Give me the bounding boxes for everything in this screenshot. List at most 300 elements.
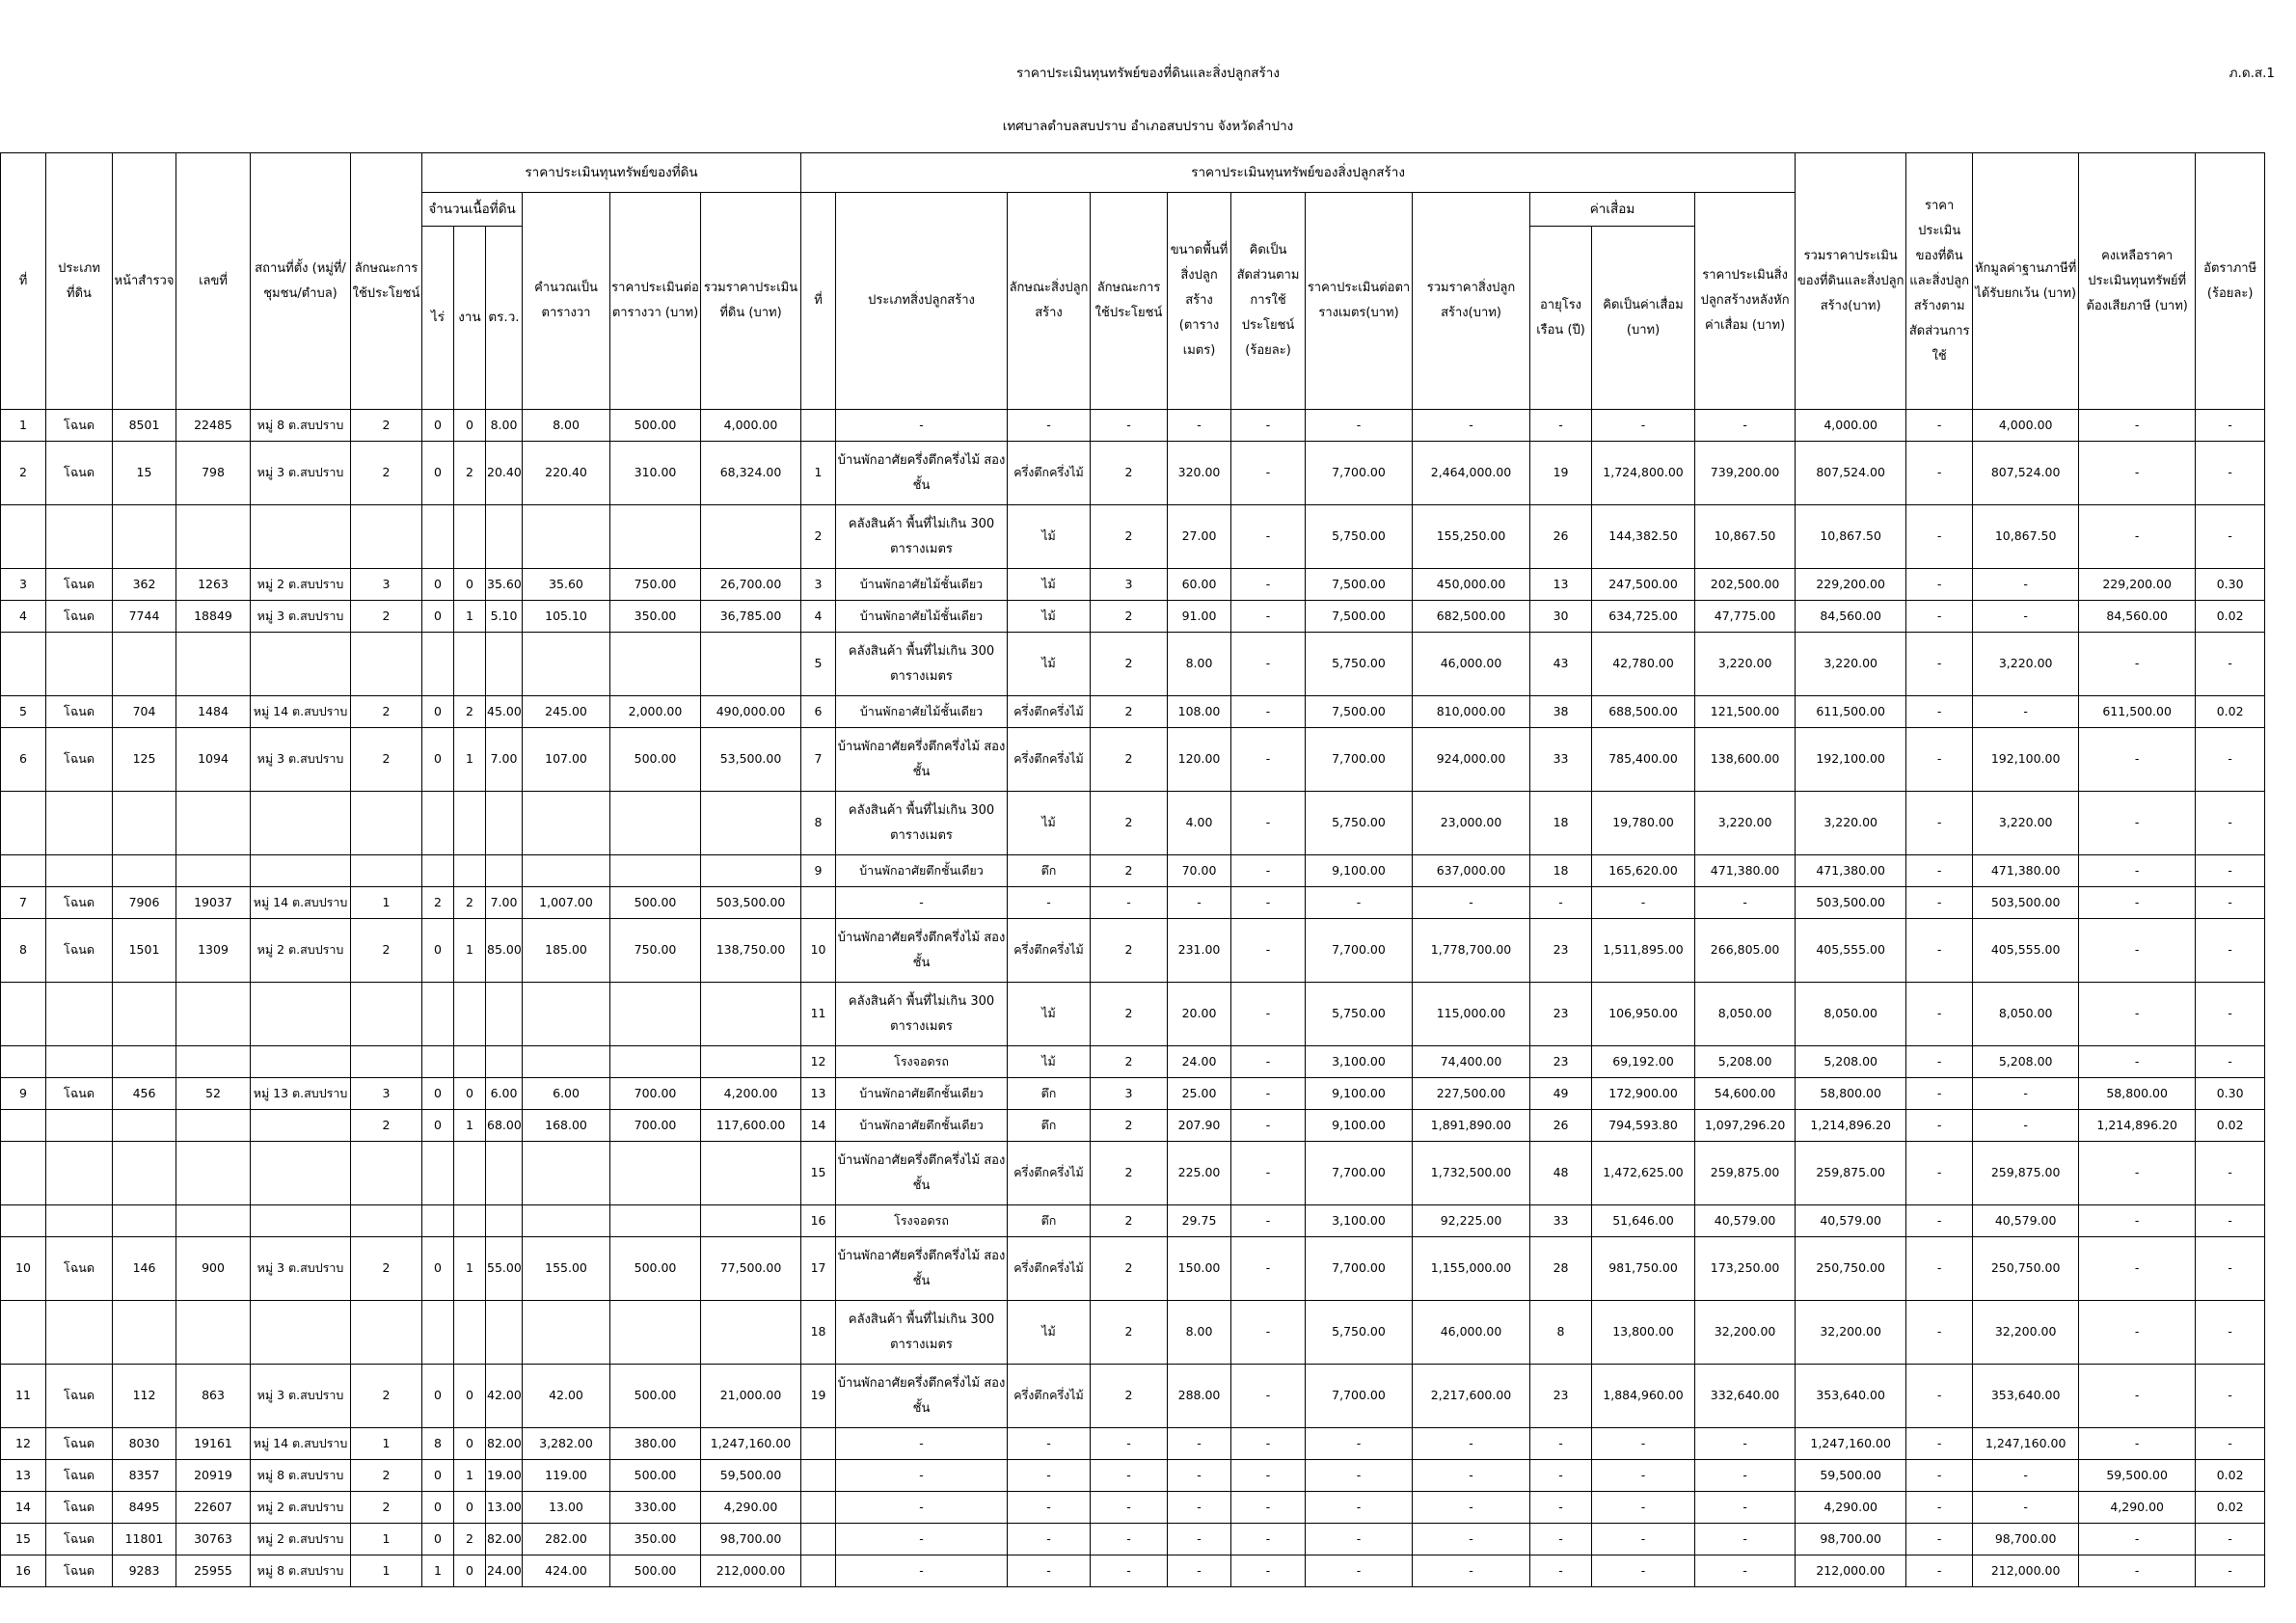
table-cell: 807,524.00 — [1973, 442, 2079, 505]
table-cell — [454, 505, 486, 569]
table-cell: บ้านพักอาศัยครึ่งตึกครึ่งไม้ สองชั้น — [836, 1237, 1008, 1301]
table-cell: 54,600.00 — [1695, 1078, 1796, 1110]
table-cell: 2 — [351, 1492, 422, 1524]
table-cell: 8,050.00 — [1695, 983, 1796, 1046]
table-cell: บ้านพักอาศัยตึกชั้นเดียว — [836, 1110, 1008, 1142]
table-cell: 1,472,625.00 — [1592, 1142, 1695, 1205]
table-row — [1, 1142, 2265, 1205]
table-cell: - — [1168, 1428, 1231, 1460]
table-cell: 19.00 — [486, 1460, 523, 1492]
table-cell — [251, 792, 351, 855]
table-cell: - — [836, 1524, 1008, 1555]
table-cell: - — [1906, 1205, 1973, 1237]
table-cell — [251, 1301, 351, 1365]
table-cell: 4.00 — [1168, 792, 1231, 855]
table-cell — [1, 1046, 46, 1078]
table-cell: 2 — [1091, 1142, 1168, 1205]
table-cell: 353,640.00 — [1796, 1365, 1906, 1428]
table-cell: 17 — [801, 1237, 836, 1301]
table-cell: 2 — [351, 1237, 422, 1301]
table-cell: 259,875.00 — [1973, 1142, 2079, 1205]
table-row — [1, 1046, 2265, 1078]
col-age: อายุโรงเรือน (ปี) — [1530, 227, 1592, 410]
table-cell: 900 — [176, 1237, 251, 1301]
table-cell: 503,500.00 — [1796, 887, 1906, 919]
table-cell: 225.00 — [1168, 1142, 1231, 1205]
table-cell — [46, 792, 113, 855]
table-cell: 2 — [1091, 505, 1168, 569]
table-cell: - — [2196, 983, 2265, 1046]
table-cell: 5,750.00 — [1306, 792, 1413, 855]
table-cell — [610, 633, 701, 696]
table-cell: 250,750.00 — [1973, 1237, 2079, 1301]
table-cell — [113, 983, 176, 1046]
table-cell: - — [1592, 1492, 1695, 1524]
table-cell: 3 — [351, 569, 422, 601]
table-cell: - — [2079, 633, 2196, 696]
table-cell: 3,100.00 — [1306, 1046, 1413, 1078]
table-cell: 20.40 — [486, 442, 523, 505]
table-cell: 1 — [454, 728, 486, 792]
table-cell: - — [1413, 1460, 1530, 1492]
table-cell: 700.00 — [610, 1110, 701, 1142]
table-cell — [610, 1046, 701, 1078]
table-cell: 155,250.00 — [1413, 505, 1530, 569]
table-cell: 0 — [422, 919, 454, 983]
table-cell: 863 — [176, 1365, 251, 1428]
table-cell: 29.75 — [1168, 1205, 1231, 1237]
table-cell: 19161 — [176, 1428, 251, 1460]
table-cell: คลังสินค้า พื้นที่ไม่เกิน 300 ตารางเมตร — [836, 1301, 1008, 1365]
table-cell — [46, 1110, 113, 1142]
table-cell: 27.00 — [1168, 505, 1231, 569]
table-cell — [454, 1205, 486, 1237]
table-cell: 3,220.00 — [1973, 792, 2079, 855]
table-cell: 2 — [1091, 1205, 1168, 1237]
table-cell: - — [836, 1492, 1008, 1524]
col-land-type: ประเภทที่ดิน — [46, 153, 113, 410]
table-cell: หมู่ 3 ต.สบปราบ — [251, 601, 351, 633]
table-row — [1, 1460, 2265, 1492]
table-cell: - — [1306, 410, 1413, 442]
table-cell: - — [1413, 410, 1530, 442]
table-cell — [610, 1301, 701, 1365]
table-cell: 2 — [454, 887, 486, 919]
table-cell: - — [836, 410, 1008, 442]
table-cell — [351, 1205, 422, 1237]
col-deed-no: เลขที่ — [176, 153, 251, 410]
table-cell: 21,000.00 — [701, 1365, 801, 1428]
table-cell: 2,464,000.00 — [1413, 442, 1530, 505]
table-header — [1, 153, 2265, 410]
table-cell: - — [1091, 887, 1168, 919]
table-cell: 1 — [351, 1428, 422, 1460]
table-cell: หมู่ 3 ต.สบปราบ — [251, 1365, 351, 1428]
table-cell: ครึ่งตึกครึ่งไม้ — [1008, 696, 1091, 728]
table-cell: - — [1695, 887, 1796, 919]
table-cell: - — [2079, 792, 2196, 855]
table-cell: 2 — [351, 696, 422, 728]
table-cell: 212,000.00 — [701, 1555, 801, 1587]
table-cell: 7,700.00 — [1306, 919, 1413, 983]
table-cell: 794,593.80 — [1592, 1110, 1695, 1142]
table-cell: 8.00 — [523, 410, 610, 442]
table-cell: 106,950.00 — [1592, 983, 1695, 1046]
table-cell — [454, 855, 486, 887]
table-cell: - — [1231, 410, 1306, 442]
table-cell: 2 — [351, 1110, 422, 1142]
table-cell: - — [1592, 1460, 1695, 1492]
table-cell: 682,500.00 — [1413, 601, 1530, 633]
table-cell — [523, 855, 610, 887]
table-cell — [1, 1301, 46, 1365]
table-cell: - — [1906, 601, 1973, 633]
table-cell: 13 — [1530, 569, 1592, 601]
table-cell: - — [1906, 1524, 1973, 1555]
table-cell — [113, 855, 176, 887]
table-cell — [46, 1046, 113, 1078]
table-cell: 1 — [454, 601, 486, 633]
table-cell: 0 — [422, 1460, 454, 1492]
table-cell: 10,867.50 — [1796, 505, 1906, 569]
table-cell: - — [1231, 1301, 1306, 1365]
table-cell: 5 — [1, 696, 46, 728]
table-cell: - — [1168, 1492, 1231, 1524]
col-building-style: ลักษณะสิ่งปลูกสร้าง — [1008, 193, 1091, 410]
table-row — [1, 855, 2265, 887]
table-cell: 121,500.00 — [1695, 696, 1796, 728]
table-cell: 2 — [422, 887, 454, 919]
table-cell: 9 — [1, 1078, 46, 1110]
table-cell: - — [2079, 1524, 2196, 1555]
table-cell: - — [1530, 410, 1592, 442]
table-cell — [113, 633, 176, 696]
table-cell — [523, 792, 610, 855]
table-cell: - — [2196, 855, 2265, 887]
table-cell — [422, 1046, 454, 1078]
col-wa: ตร.ว. — [486, 227, 523, 410]
table-cell: 107.00 — [523, 728, 610, 792]
table-cell: 32,200.00 — [1796, 1301, 1906, 1365]
table-cell: - — [1168, 1524, 1231, 1555]
table-cell: 82.00 — [486, 1524, 523, 1555]
table-cell — [454, 792, 486, 855]
table-cell: - — [1973, 569, 2079, 601]
table-cell: - — [2196, 1555, 2265, 1587]
table-row — [1, 569, 2265, 601]
table-cell: 119.00 — [523, 1460, 610, 1492]
table-cell — [251, 1110, 351, 1142]
table-cell: 91.00 — [1168, 601, 1231, 633]
table-cell: 1,891,890.00 — [1413, 1110, 1530, 1142]
table-cell: - — [1413, 1492, 1530, 1524]
table-cell: 350.00 — [610, 601, 701, 633]
table-cell: - — [1008, 1524, 1091, 1555]
table-cell: 59,500.00 — [2079, 1460, 2196, 1492]
table-cell: 424.00 — [523, 1555, 610, 1587]
table-cell: 7,700.00 — [1306, 1365, 1413, 1428]
table-cell: 5.10 — [486, 601, 523, 633]
table-cell: 5,750.00 — [1306, 1301, 1413, 1365]
table-cell: 4,290.00 — [2079, 1492, 2196, 1524]
table-cell: โฉนด — [46, 1524, 113, 1555]
table-cell: 172,900.00 — [1592, 1078, 1695, 1110]
table-cell: 320.00 — [1168, 442, 1231, 505]
table-cell: 4,000.00 — [1973, 410, 2079, 442]
table-cell: 35.60 — [486, 569, 523, 601]
table-cell: 74,400.00 — [1413, 1046, 1530, 1078]
table-cell: 1501 — [113, 919, 176, 983]
table-cell: - — [1413, 1555, 1530, 1587]
table-cell: 2,217,600.00 — [1413, 1365, 1530, 1428]
table-cell: 144,382.50 — [1592, 505, 1695, 569]
table-cell: บ้านพักอาศัยไม้ชั้นเดียว — [836, 696, 1008, 728]
table-cell: 6.00 — [486, 1078, 523, 1110]
table-cell: - — [1231, 1142, 1306, 1205]
table-cell: - — [1168, 410, 1231, 442]
table-cell: 7,700.00 — [1306, 442, 1413, 505]
table-cell: - — [2079, 1046, 2196, 1078]
table-cell: 8 — [801, 792, 836, 855]
table-cell: 8030 — [113, 1428, 176, 1460]
table-cell — [113, 1046, 176, 1078]
table-cell: 4,000.00 — [1796, 410, 1906, 442]
table-cell: 798 — [176, 442, 251, 505]
document-subtitle: เทศบาลตำบลสบปราบ อำเภอสบปราบ จังหวัดลำปาง — [1002, 119, 1294, 134]
table-cell: 7 — [1, 887, 46, 919]
table-cell: 739,200.00 — [1695, 442, 1796, 505]
table-cell: 59,500.00 — [701, 1460, 801, 1492]
table-cell: ตึก — [1008, 1110, 1091, 1142]
table-cell: 12 — [801, 1046, 836, 1078]
table-cell — [351, 633, 422, 696]
table-cell: 45.00 — [486, 696, 523, 728]
table-cell: - — [1091, 1428, 1168, 1460]
table-row — [1, 505, 2265, 569]
col-land-total: รวมราคาประเมินที่ดิน (บาท) — [701, 193, 801, 410]
table-cell: 46,000.00 — [1413, 1301, 1530, 1365]
table-cell: - — [1906, 442, 1973, 505]
table-cell: 380.00 — [610, 1428, 701, 1460]
table-cell — [351, 983, 422, 1046]
table-cell: 5 — [801, 633, 836, 696]
table-cell: บ้านพักอาศัยครึ่งตึกครึ่งไม้ สองชั้น — [836, 442, 1008, 505]
table-cell — [176, 505, 251, 569]
table-cell: 5,208.00 — [1796, 1046, 1906, 1078]
table-cell: - — [1413, 887, 1530, 919]
table-cell — [351, 1142, 422, 1205]
table-cell: - — [1306, 1460, 1413, 1492]
table-cell: - — [1231, 1078, 1306, 1110]
table-cell: - — [1906, 1142, 1973, 1205]
table-cell: 84,560.00 — [2079, 601, 2196, 633]
table-cell: 3,100.00 — [1306, 1205, 1413, 1237]
table-cell: 500.00 — [610, 1237, 701, 1301]
table-cell: - — [1592, 1428, 1695, 1460]
table-cell — [701, 983, 801, 1046]
table-cell: - — [1008, 1555, 1091, 1587]
table-cell: 8495 — [113, 1492, 176, 1524]
table-cell: 1,007.00 — [523, 887, 610, 919]
table-cell — [610, 1205, 701, 1237]
table-cell: - — [1906, 855, 1973, 887]
table-cell — [801, 1460, 836, 1492]
table-cell: คลังสินค้า พื้นที่ไม่เกิน 300 ตารางเมตร — [836, 792, 1008, 855]
table-cell: 30 — [1530, 601, 1592, 633]
table-cell: 30763 — [176, 1524, 251, 1555]
table-cell: - — [1231, 696, 1306, 728]
table-cell: 10 — [801, 919, 836, 983]
table-cell: 120.00 — [1168, 728, 1231, 792]
table-cell — [422, 1205, 454, 1237]
table-cell: - — [1973, 1460, 2079, 1492]
table-cell: 202,500.00 — [1695, 569, 1796, 601]
table-cell: - — [1906, 410, 1973, 442]
table-cell: 8357 — [113, 1460, 176, 1492]
table-cell: 0 — [454, 1492, 486, 1524]
table-cell: 23 — [1530, 1046, 1592, 1078]
table-cell: - — [1306, 1492, 1413, 1524]
table-cell: - — [1231, 1428, 1306, 1460]
table-row — [1, 601, 2265, 633]
table-cell: 4,290.00 — [1796, 1492, 1906, 1524]
table-cell: - — [1906, 1110, 1973, 1142]
table-cell: 212,000.00 — [1973, 1555, 2079, 1587]
table-cell — [610, 983, 701, 1046]
table-body — [1, 410, 2265, 1587]
table-cell: - — [1592, 887, 1695, 919]
col-grand-total: รวมราคาประเมินของที่ดินและสิ่งปลูกสร้าง(บาท) — [1796, 153, 1906, 410]
table-cell: - — [1231, 1365, 1306, 1428]
table-cell: 19 — [1530, 442, 1592, 505]
table-cell: โฉนด — [46, 1365, 113, 1428]
table-cell: 0 — [422, 728, 454, 792]
table-cell: - — [1592, 1555, 1695, 1587]
table-cell: 1 — [454, 1460, 486, 1492]
table-cell: 634,725.00 — [1592, 601, 1695, 633]
table-cell — [176, 1205, 251, 1237]
table-cell: โฉนด — [46, 919, 113, 983]
table-cell: - — [1906, 1237, 1973, 1301]
table-cell: 3,220.00 — [1695, 792, 1796, 855]
table-cell: โฉนด — [46, 1460, 113, 1492]
table-cell: ตึก — [1008, 1078, 1091, 1110]
table-cell: 6 — [1, 728, 46, 792]
table-cell: 0 — [422, 1110, 454, 1142]
table-cell — [486, 855, 523, 887]
table-cell: 3 — [351, 1078, 422, 1110]
table-row — [1, 792, 2265, 855]
col-taxable: คงเหลือราคาประเมินทุนทรัพย์ที่ต้องเสียภาษี (บาท) — [2079, 153, 2196, 410]
table-cell: 4 — [1, 601, 46, 633]
table-cell: - — [1008, 1428, 1091, 1460]
table-cell: 68.00 — [486, 1110, 523, 1142]
col-sq-wa: คำนวณเป็นตารางวา — [523, 193, 610, 410]
table-cell: 1,097,296.20 — [1695, 1110, 1796, 1142]
table-cell — [486, 983, 523, 1046]
table-cell: 3 — [1091, 1078, 1168, 1110]
table-cell: 0 — [422, 1237, 454, 1301]
table-cell: ครึ่งตึกครึ่งไม้ — [1008, 1237, 1091, 1301]
table-row — [1, 633, 2265, 696]
table-cell: 503,500.00 — [701, 887, 801, 919]
table-cell — [701, 1301, 801, 1365]
table-cell: ไม้ — [1008, 505, 1091, 569]
table-cell: 33 — [1530, 728, 1592, 792]
table-cell — [113, 505, 176, 569]
table-cell: 266,805.00 — [1695, 919, 1796, 983]
table-cell — [351, 855, 422, 887]
table-cell: คลังสินค้า พื้นที่ไม่เกิน 300 ตารางเมตร — [836, 983, 1008, 1046]
table-cell — [422, 792, 454, 855]
table-cell: 6.00 — [523, 1078, 610, 1110]
table-cell: 115,000.00 — [1413, 983, 1530, 1046]
table-cell: 0 — [422, 601, 454, 633]
table-cell — [422, 1301, 454, 1365]
table-cell: - — [2196, 1205, 2265, 1237]
table-cell — [454, 983, 486, 1046]
table-cell: 1,724,800.00 — [1592, 442, 1695, 505]
table-cell: - — [2079, 1237, 2196, 1301]
table-row — [1, 1078, 2265, 1110]
table-cell: 2 — [1091, 633, 1168, 696]
table-cell: 1,247,160.00 — [1796, 1428, 1906, 1460]
table-cell: - — [2079, 887, 2196, 919]
table-cell: - — [1008, 887, 1091, 919]
assessment-table — [0, 152, 2265, 1587]
table-row — [1, 1365, 2265, 1428]
table-cell: 611,500.00 — [2079, 696, 2196, 728]
table-cell — [251, 983, 351, 1046]
table-cell — [801, 1555, 836, 1587]
table-cell: 1309 — [176, 919, 251, 983]
table-cell: - — [1091, 1460, 1168, 1492]
table-cell: 192,100.00 — [1973, 728, 2079, 792]
table-cell — [701, 505, 801, 569]
table-cell — [610, 1142, 701, 1205]
table-cell — [46, 1142, 113, 1205]
table-cell: โฉนด — [46, 601, 113, 633]
table-cell: 40,579.00 — [1695, 1205, 1796, 1237]
table-cell: 20919 — [176, 1460, 251, 1492]
table-cell: 1 — [454, 919, 486, 983]
table-cell: 3 — [1091, 569, 1168, 601]
table-cell: - — [1231, 1046, 1306, 1078]
col-rai: ไร่ — [422, 227, 454, 410]
table-cell: บ้านพักอาศัยครึ่งตึกครึ่งไม้ สองชั้น — [836, 728, 1008, 792]
table-row — [1, 728, 2265, 792]
table-cell — [486, 792, 523, 855]
table-cell: 28 — [1530, 1237, 1592, 1301]
table-cell — [523, 1142, 610, 1205]
table-cell: 8.00 — [1168, 633, 1231, 696]
col-building-use: ลักษณะการใช้ประโยชน์ — [1091, 193, 1168, 410]
table-cell: - — [2079, 1205, 2196, 1237]
table-cell: 611,500.00 — [1796, 696, 1906, 728]
table-cell: 40,579.00 — [1796, 1205, 1906, 1237]
table-cell: 8 — [1530, 1301, 1592, 1365]
table-cell: - — [2196, 792, 2265, 855]
table-cell: - — [1695, 1492, 1796, 1524]
table-cell — [486, 1205, 523, 1237]
table-cell — [176, 792, 251, 855]
table-cell: 32,200.00 — [1973, 1301, 2079, 1365]
table-cell: - — [1231, 919, 1306, 983]
table-cell: 0 — [454, 1365, 486, 1428]
table-cell: ไม้ — [1008, 983, 1091, 1046]
table-cell: - — [1530, 1524, 1592, 1555]
table-cell — [486, 505, 523, 569]
